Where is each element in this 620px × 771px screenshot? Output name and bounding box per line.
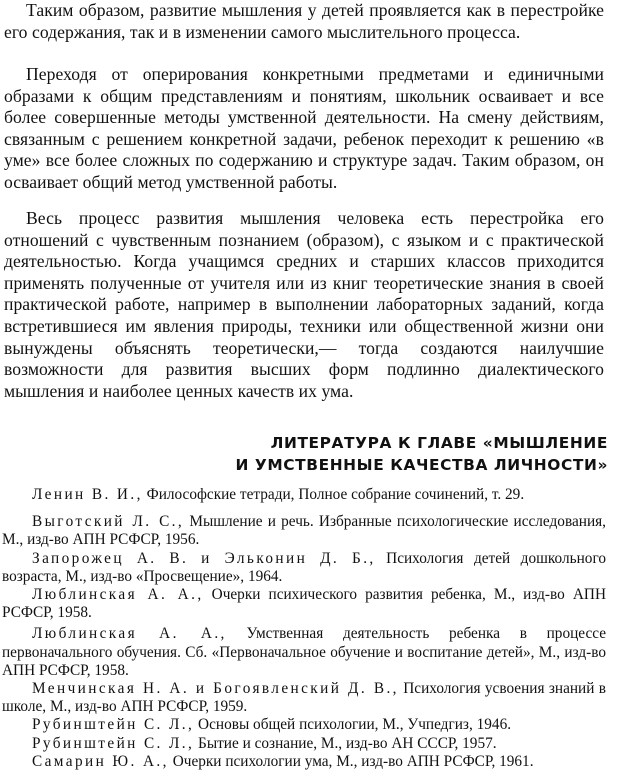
reference-item [2,753,606,771]
reference-text: Бытие и сознание, М., изд-во АН СССР, 1957. [194,734,497,752]
reference-text: Мышление и речь. Избранные психологические исследования, М., изд-во АПН РСФСР, 1956. [2,513,606,549]
reference-list [2,486,606,771]
reference-author: Люблинская А. А., [32,625,227,643]
reference-text: Умственная деятельность ребенка в процессе первоначального обучения. Сб. «Первоначальное обучение и воспитание детей», М., изд-во АПН РСФСР, 1958. [2,625,607,679]
reference-item [2,716,606,734]
reference-item [2,513,606,549]
reference-text: Основы общей психологии, М., Учпедгиз, 1946. [194,716,512,734]
reference-author: Люблинская А. А., [32,586,204,604]
heading-line-2: И УМСТВЕННЫЕ КАЧЕСТВА ЛИЧНОСТИ» [235,456,608,474]
reference-author: Самарин Ю. А., [32,752,169,770]
reference-author: Рубинштейн С. Л., [32,734,195,752]
paragraph-1: Таким образом, развитие мышления у детей проявляется как в перестройке его содержания, так и в изменении самого мыслительного процесса. [4,0,604,42]
reference-item [2,586,606,622]
reference-author: Запорожец А. В. и Эльконин Д. Б., [32,549,376,567]
reference-text: Психология усвоения знаний в школе, М., изд-во АПН РСФСР, 1959. [2,680,606,716]
reference-item [2,625,606,680]
heading-line-1: ЛИТЕРАТУРА К ГЛАВЕ «МЫШЛЕНИЕ [270,434,608,452]
reference-text: Психология детей дошкольного возраста, М., изд-во «Просвещение», 1964. [2,549,606,585]
reference-item [2,735,606,753]
bibliography-heading [235,432,608,476]
reference-text: Очерки психического развития ребенка, М., изд-во АПН РСФСР, 1958. [2,586,607,622]
reference-author: Выготский Л. С., [32,513,185,531]
paragraph-2: Переходя от оперирования конкретными предметами и единичными образами к общим представлениям и понятиям, школьник осваивает и все более совершенные методы умственной деятельности. На смену действиям, связанным с решением конкретной задачи, ребенок переходит к решению «в уме» все более сложных по содержанию и структуре задач. Таким образом, он осваивает общий метод умственной работы. [4,64,604,192]
reference-author: Рубинштейн С. Л., [32,716,195,734]
reference-item [2,680,606,716]
paragraph-3: Весь процесс развития мышления человека есть перестройка его отношений с чувственным познанием (образом), с языком и с практической деятельностью. Когда учащимся средних и старших классов приходится применять полученные от учителя или из книг теоретические знания в своей практической работе, например в выполнении лабораторных заданий, когда встретившиеся им явления природы, техники или общественной жизни они вынуждены объяснять теоретически,— тогда создаются наилучшие возможности для развития высших форм подлинно диалектического мышления и наиболее ценных качеств их ума. [4,208,604,401]
reference-author: Менчинская Н. А. и Богоявленский Д. В., [32,680,399,698]
reference-author: Ленин В. И., [32,486,143,503]
reference-text: Очерки психологии ума, М., изд-во АПН РСФСР, 1961. [168,752,534,770]
reference-item [2,486,606,504]
reference-text: Философские тетради, Полное собрание сочинений, т. 29. [142,486,525,503]
reference-item [2,550,606,586]
